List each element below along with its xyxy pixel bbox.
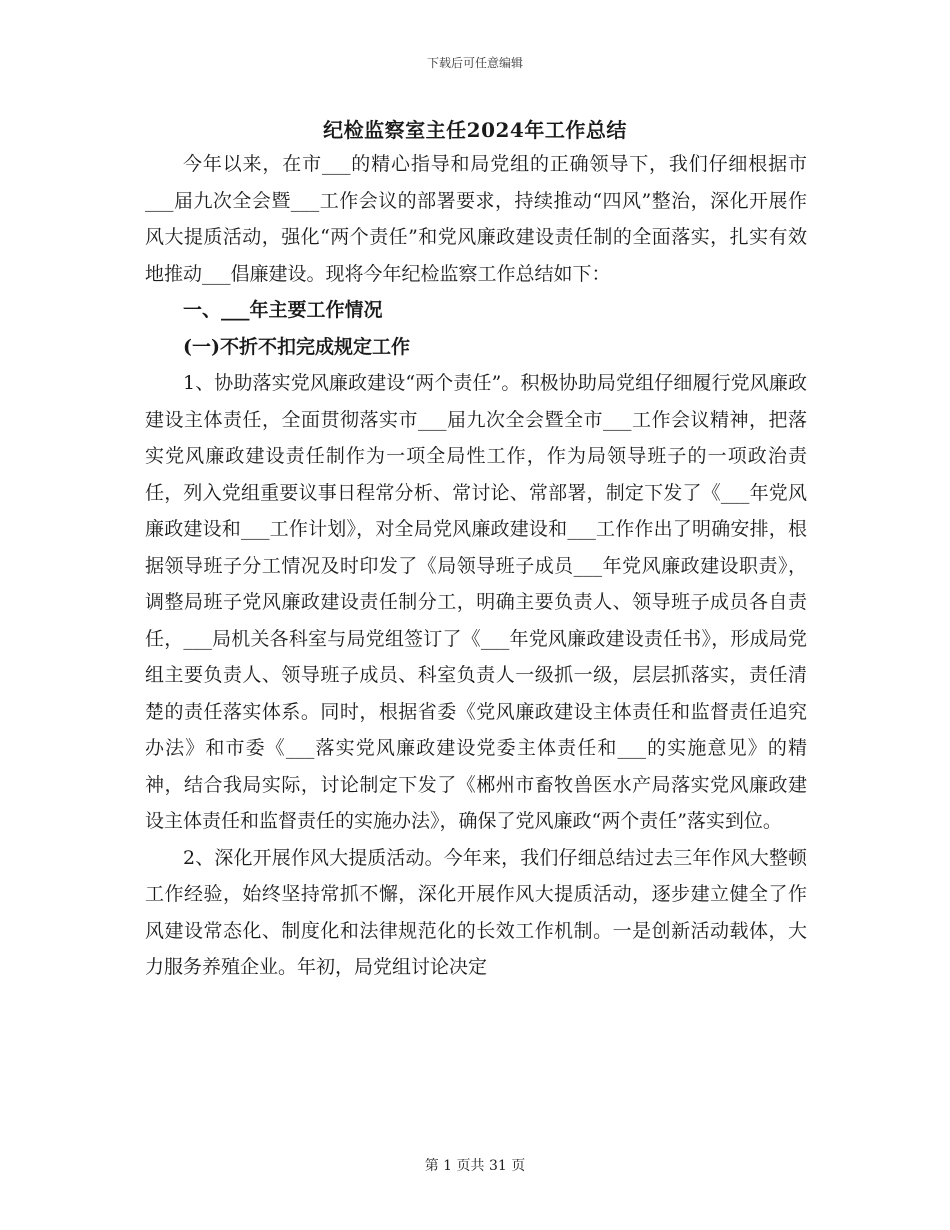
page-number-footer: 第 1 页共 31 页 — [424, 1158, 526, 1174]
section-heading-1: 一、___年主要工作情况 — [183, 299, 383, 321]
paragraph-1: 1、协助落实党风廉政建设“两个责任”。积极协助局党组仔细履行党风廉政建设主体责任，全面贯彻落实市___届九次全会暨全市___工作会议精神，把落实党风廉政建设责任制作为一项全局性工作，作为局领导班子的一项政治责任，列入党组重要议事日程常分析、常讨论、常部署，制定下发了《___年党风廉政建设和___工作计划》，对全局党风廉政建设和___工作作出了明确安排，根据领导班子分工情况及时印发了《局领导班子成员___年党风廉政建设职责》，调整局班子党风廉政建设责任制分工，明确主要负责人、领导班子成员各自责任，___局机关各科室与局党组签订了《___年党风廉政建设责任书》，形成局党组主要负责人、领导班子成员、科室负责人一级抓一级，层层抓落实，责任清楚的责任落实体系。同时，根据省委《党风廉政建设主体责任和监督责任追究办法》和市委《___落实党风廉政建设党委主体责任和___的实施意见》的精神，结合我局实际，讨论制定下发了《郴州市畜牧兽医水产局落实党风廉政建设主体责任和监督责任的实施办法》，确保了党风廉政“两个责任”落实到位。 — [145, 372, 807, 832]
intro-paragraph: 今年以来，在市___的精心指导和局党组的正确领导下，我们仔细根据市___届九次全会暨___工作会议的部署要求，持续推动“四风”整治，深化开展作风大提质活动，强化“两个责任”和党风廉政建设责任制的全面落实，扎实有效地推动___倡廉建设。现将今年纪检监察工作总结如下： — [145, 153, 807, 285]
subsection-heading-1: (一)不折不扣完成规定工作 — [183, 335, 410, 358]
header-note: 下载后可任意编辑 — [426, 56, 523, 70]
paragraph-2: 2、深化开展作风大提质活动。今年来，我们仔细总结过去三年作风大整顿工作经验，始终坚持常抓不懈，深化开展作风大提质活动，逐步建立健全了作风建设常态化、制度化和法律规范化的长效工作机制。一是创新活动载体，大力服务养殖企业。年初，局党组讨论决定 — [145, 846, 807, 978]
document-body — [145, 146, 807, 986]
document-title: 纪检监察室主任2024年工作总结 — [323, 118, 627, 142]
